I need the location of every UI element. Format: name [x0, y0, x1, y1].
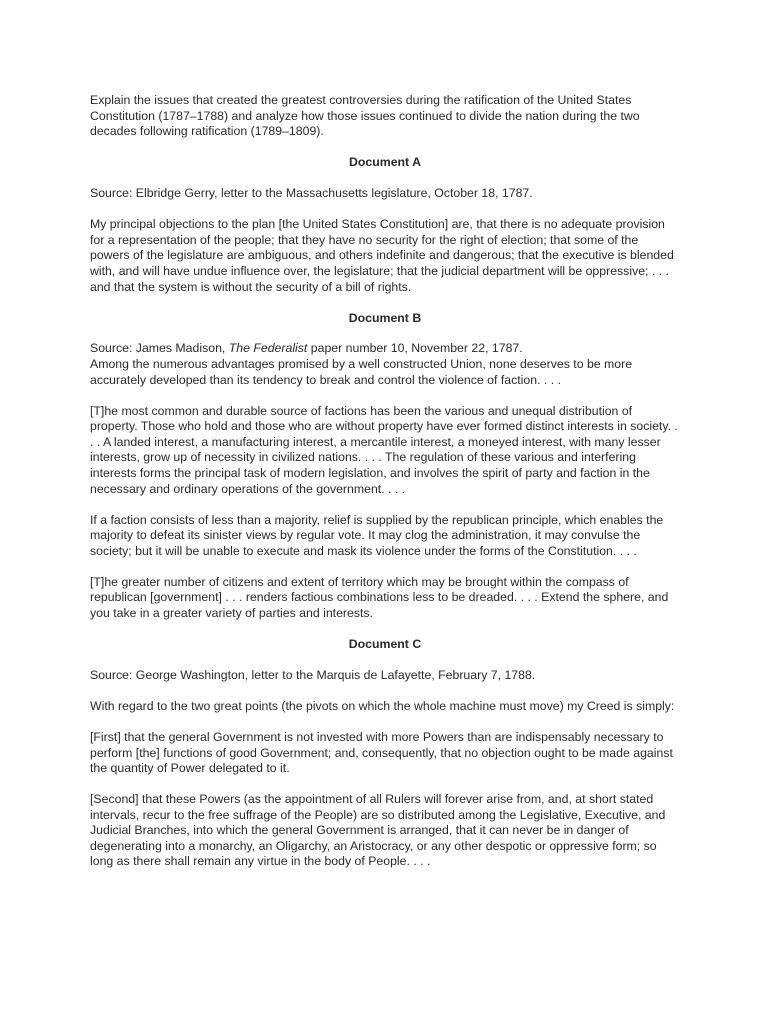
document-a-heading: Document A	[349, 155, 421, 170]
document-b-paragraph-3: If a faction consists of less than a majority, relief is supplied by the republican principle, which enables the majority to defeat its sinister views by regular vote. It may clog the administration, it may convulse the society; but it will be unable to execute and mask its violence under the forms of the Constitution. . . .	[90, 512, 664, 558]
document-c-source: Source: George Washington, letter to the Marquis de Lafayette, February 7, 1788.	[90, 667, 536, 682]
document-b-heading: Document B	[348, 310, 422, 325]
document-b-source	[90, 341, 680, 357]
essay-prompt: Explain the issues that created the greatest controversies during the ratification of the United States Constitution (1787–1788) and analyze how those issues continued to divide the nation during the two decades following ratification (1789–1809).	[90, 93, 640, 139]
document-b-source-prefix: Source: James Madison,	[90, 341, 229, 356]
document-b-paragraph-2: [T]he most common and durable source of factions has been the various and unequal distribution of property. Those who hold and those who are without property have ever formed distinct interests in society. . . . A landed interest, a manufacturing interest, a mercantile interest, a moneyed interest, with many lesser interests, grow up of necessity in civilized nations. . . . The regulation of these various and interfering interests forms the principal task of modern legislation, and involves the spirit of party and faction in the necessary and ordinary operations of the government. . . .	[90, 403, 678, 496]
document-b-paragraph-1: Among the numerous advantages promised by a well constructed Union, none deserves to be more accurately developed than its tendency to break and control the violence of faction. . . .	[90, 357, 633, 387]
document-c-paragraph-2: [First] that the general Government is not invested with more Powers than are indispensably necessary to perform [the] functions of good Government; and, consequently, that no objection ought to be made against the quantity of Power delegated to it.	[90, 729, 673, 776]
document-c-paragraph-3: [Second] that these Powers (as the appointment of all Rulers will forever arise from, and, at short stated intervals, recur to the free suffrage of the People) are so distributed among the Legislative, Executive, and Judicial Branches, into which the general Government is arranged, that it can never be in danger of degenerating into a monarchy, an Oligarchy, an Aristocracy, or any other despotic or oppressive form; so long as there shall remain any virtue in the body of People. . . .	[90, 792, 666, 869]
document-a-source: Source: Elbridge Gerry, letter to the Massachusetts legislature, October 18, 1787.	[90, 186, 533, 201]
document-b-paragraph-4: [T]he greater number of citizens and extent of territory which may be brought within the compass of republican [government] . . . renders factious combinations less to be dreaded. . . . Extend the sphere, and you take in a greater variety of parties and interests.	[90, 574, 669, 620]
document-b-source-suffix: paper number 10, November 22, 1787.	[307, 341, 523, 356]
document-c-heading: Document C	[348, 636, 422, 651]
document-b-source-title: The Federalist	[228, 341, 308, 356]
document-page	[90, 93, 680, 885]
document-c-paragraph-1: With regard to the two great points (the pivots on which the whole machine must move) my Creed is simply:	[90, 698, 675, 713]
document-a-body: My principal objections to the plan [the United States Constitution] are, that there is no adequate provision for a representation of the people; that they have no security for the right of election; that some of the powers of the legislature are ambiguous, and others indefinite and dangerous; that the executive is blended with, and will have undue influence over, the legislature; that the judicial department will be oppressive; . . . and that the system is without the security of a bill of rights.	[90, 217, 674, 294]
